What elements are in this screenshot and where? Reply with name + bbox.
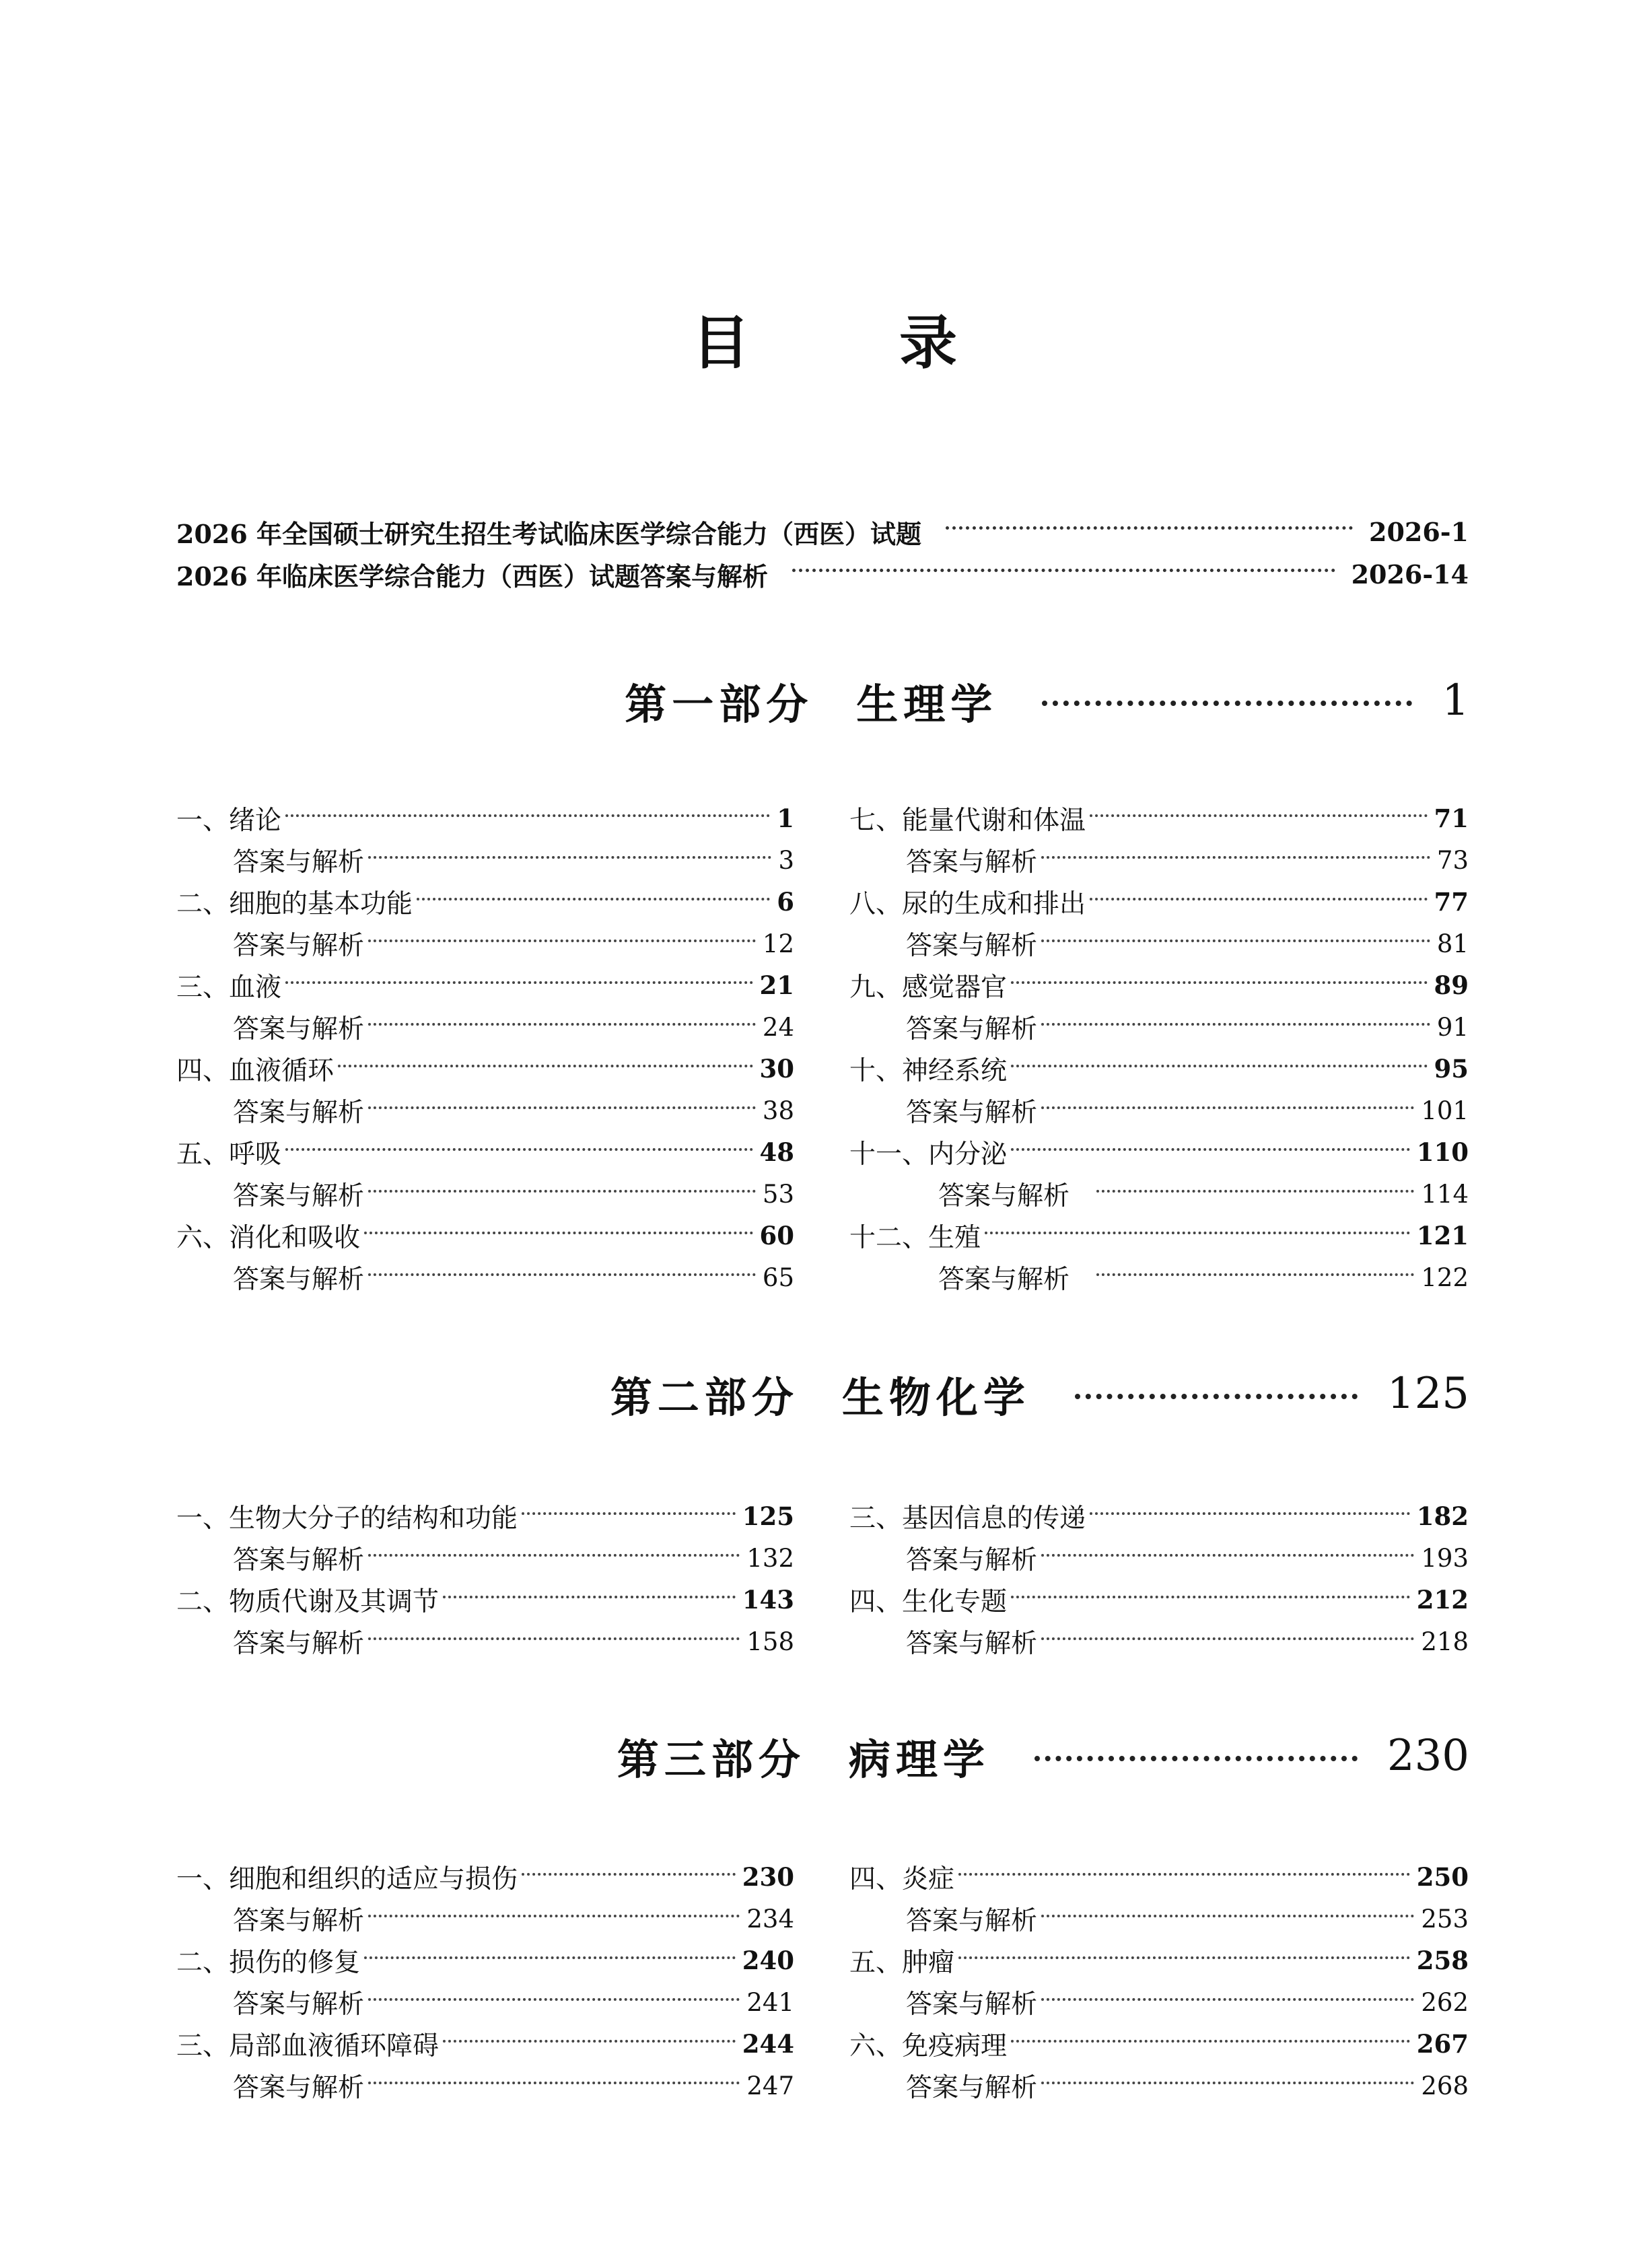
toc-entry-page: 2026-1 <box>1369 516 1469 547</box>
dot-leader <box>1011 2040 1410 2043</box>
dot-leader <box>338 1065 752 1067</box>
toc-entry-label: 2026 年临床医学综合能力（西医）试题答案与解析 <box>176 561 768 592</box>
toc-chapter-entry[interactable] <box>176 1048 794 1090</box>
toc-answer-entry[interactable] <box>176 1621 794 1662</box>
toc-chapter-entry[interactable] <box>849 1579 1469 1621</box>
dot-leader <box>1096 1273 1414 1276</box>
toc-entry-label: 答案与解析 <box>906 1906 1038 1936</box>
dot-leader <box>285 981 752 984</box>
toc-answer-entry[interactable] <box>849 1006 1469 1048</box>
section-subject: 生理学 <box>856 679 998 729</box>
dot-leader <box>1042 701 1412 706</box>
toc-entry-page: 21 <box>759 970 794 1000</box>
toc-entry-page: 91 <box>1436 1012 1469 1042</box>
toc-entry-label: 答案与解析 <box>233 1265 365 1295</box>
toc-entry-label: 答案与解析 <box>906 1989 1038 2020</box>
toc-column-right <box>849 1495 1469 1662</box>
section-page: 230 <box>1387 1731 1469 1781</box>
dot-leader <box>1041 1554 1414 1557</box>
toc-entry-label: 二、损伤的修复 <box>176 1948 361 1978</box>
toc-entry-label: 三、基因信息的传递 <box>849 1503 1086 1534</box>
toc-answer-entry[interactable] <box>176 1173 794 1215</box>
toc-column-right <box>849 1856 1469 2106</box>
dot-leader <box>285 1148 752 1151</box>
toc-entry-page: 89 <box>1434 970 1469 1000</box>
dot-leader <box>285 814 770 817</box>
toc-chapter-entry[interactable] <box>176 2023 794 2065</box>
dot-leader <box>364 1956 736 1959</box>
toc-entry-page: 71 <box>1434 804 1469 833</box>
dot-leader <box>1090 814 1427 817</box>
toc-entry-page: 122 <box>1421 1263 1469 1292</box>
toc-entry-page: 234 <box>746 1904 794 1934</box>
toc-entry-page: 253 <box>1421 1904 1469 1934</box>
toc-entry-label: 一、生物大分子的结构和功能 <box>176 1503 518 1534</box>
toc-chapter-entry[interactable] <box>176 798 794 839</box>
toc-answer-entry[interactable] <box>176 1981 794 2023</box>
toc-entry-page: 132 <box>746 1543 794 1573</box>
toc-entry-page: 81 <box>1436 929 1469 958</box>
toc-entry-page: 30 <box>759 1054 794 1084</box>
dot-leader <box>368 2082 740 2084</box>
toc-entry-label: 七、能量代谢和体温 <box>849 806 1086 836</box>
dot-leader <box>1041 940 1430 942</box>
toc-entry-label: 答案与解析 <box>906 931 1038 961</box>
toc-entry-page: 193 <box>1421 1543 1469 1573</box>
dot-leader <box>1096 1190 1414 1193</box>
toc-entry-page: 77 <box>1434 887 1469 917</box>
dot-leader <box>946 526 1353 530</box>
toc-entry-page: 114 <box>1421 1179 1469 1209</box>
toc-entry-page: 158 <box>746 1627 794 1656</box>
toc-chapter-entry[interactable] <box>176 964 794 1006</box>
toc-entry-label: 一、细胞和组织的适应与损伤 <box>176 1864 518 1894</box>
toc-chapter-entry[interactable] <box>849 1048 1469 1090</box>
toc-entry-label: 五、肿瘤 <box>849 1948 955 1978</box>
toc-entry-label: 二、物质代谢及其调节 <box>176 1587 440 1617</box>
dot-leader <box>1090 898 1427 900</box>
toc-answer-entry[interactable] <box>176 923 794 964</box>
toc-entry-page: 24 <box>762 1012 794 1042</box>
toc-answer-entry[interactable] <box>176 1090 794 1131</box>
dot-leader <box>368 1998 740 2001</box>
section-page: 125 <box>1387 1369 1469 1419</box>
page-title: 目 录 <box>692 310 1022 377</box>
toc-entry-page: 241 <box>746 1987 794 2017</box>
dot-leader <box>368 1554 740 1557</box>
section-page: 1 <box>1442 676 1469 725</box>
toc-entry-label: 答案与解析 <box>233 1989 365 2020</box>
dot-leader <box>522 1873 736 1876</box>
toc-entry-label: 十二、生殖 <box>849 1223 981 1253</box>
toc-entry-label: 答案与解析 <box>233 1906 365 1936</box>
toc-entry-page: 6 <box>777 887 794 917</box>
toc-entry-label: 答案与解析 <box>233 1181 365 1211</box>
toc-entry-page: 110 <box>1416 1137 1469 1167</box>
toc-answer-entry[interactable] <box>849 1256 1469 1298</box>
toc-entry-page: 101 <box>1421 1096 1469 1125</box>
toc-answer-entry[interactable] <box>176 2065 794 2106</box>
toc-entry-label: 答案与解析 <box>233 1014 365 1044</box>
dot-leader <box>1041 1106 1414 1109</box>
toc-entry-page: 95 <box>1434 1054 1469 1084</box>
toc-chapter-entry[interactable] <box>176 1579 794 1621</box>
toc-entry-label: 答案与解析 <box>906 847 1038 878</box>
dot-leader <box>368 1273 756 1276</box>
toc-entry-label: 六、免疫病理 <box>849 2031 1008 2061</box>
section-subject: 生物化学 <box>841 1372 1030 1422</box>
dot-leader <box>792 569 1335 572</box>
toc-answer-entry[interactable] <box>849 1898 1469 1940</box>
dot-leader <box>958 1956 1410 1959</box>
toc-entry-page: 3 <box>778 845 794 875</box>
toc-chapter-entry[interactable] <box>849 1215 1469 1256</box>
dot-leader <box>1041 1915 1414 1917</box>
toc-column-left <box>176 798 794 1298</box>
toc-entry-page: 247 <box>746 2071 794 2100</box>
toc-entry-label: 答案与解析 <box>906 2073 1038 2103</box>
section-part: 第二部分 <box>610 1372 799 1422</box>
toc-entry-label: 十一、内分泌 <box>849 1139 1008 1170</box>
toc-entry-label: 答案与解析 <box>906 1098 1038 1128</box>
toc-entry-page: 143 <box>742 1585 794 1615</box>
toc-entry-page: 267 <box>1416 2029 1469 2059</box>
dot-leader <box>1041 1637 1414 1640</box>
dot-leader <box>364 1232 752 1234</box>
toc-answer-entry[interactable] <box>849 1537 1469 1579</box>
toc-chapter-entry[interactable] <box>849 798 1469 839</box>
dot-leader <box>1041 856 1430 859</box>
toc-entry-label: 答案与解析 <box>233 2073 365 2103</box>
dot-leader <box>958 1873 1410 1876</box>
toc-entry-page: 53 <box>762 1179 794 1209</box>
toc-column-right <box>849 798 1469 1298</box>
toc-entry-label: 答案与解析 <box>233 847 365 878</box>
toc-answer-entry[interactable] <box>849 1621 1469 1662</box>
dot-leader <box>1011 1148 1410 1151</box>
toc-chapter-entry[interactable] <box>176 1940 794 1981</box>
toc-entry-page: 1 <box>777 804 794 833</box>
dot-leader <box>368 1190 756 1193</box>
section-heading-pathology[interactable] <box>0 1719 1469 1793</box>
dot-leader <box>1011 1065 1427 1067</box>
toc-chapter-entry[interactable] <box>849 881 1469 923</box>
toc-entry-label: 一、绪论 <box>176 806 282 836</box>
toc-entry-label: 答案与解析 <box>906 1014 1038 1044</box>
toc-answer-entry[interactable] <box>849 1090 1469 1131</box>
toc-answer-entry[interactable] <box>849 839 1469 881</box>
toc-entry-page: 250 <box>1416 1862 1469 1892</box>
toc-entry-label: 答案与解析 <box>938 1181 1070 1211</box>
toc-answer-entry[interactable] <box>849 1981 1469 2023</box>
toc-entry-page: 60 <box>759 1221 794 1250</box>
dot-leader <box>1075 1394 1358 1399</box>
toc-entry-label: 四、血液循环 <box>176 1056 335 1086</box>
toc-column-left <box>176 1856 794 2106</box>
toc-chapter-entry[interactable] <box>176 1215 794 1256</box>
toc-chapter-entry[interactable] <box>849 964 1469 1006</box>
toc-entry-label: 答案与解析 <box>233 931 365 961</box>
toc-chapter-entry[interactable] <box>176 881 794 923</box>
section-heading-biochemistry[interactable] <box>0 1357 1469 1431</box>
toc-entry-answers[interactable] <box>176 554 1469 594</box>
toc-entry-page: 240 <box>742 1946 794 1975</box>
dot-leader <box>368 1637 740 1640</box>
dot-leader <box>368 1023 756 1026</box>
toc-answer-entry[interactable] <box>176 1006 794 1048</box>
toc-answer-entry[interactable] <box>849 1173 1469 1215</box>
toc-entry-label: 答案与解析 <box>906 1545 1038 1575</box>
toc-entry-page: 182 <box>1416 1501 1469 1531</box>
dot-leader <box>522 1512 736 1515</box>
toc-entry-label: 答案与解析 <box>233 1545 365 1575</box>
toc-chapter-entry[interactable] <box>849 1940 1469 1981</box>
toc-answer-entry[interactable] <box>176 839 794 881</box>
dot-leader <box>443 2040 736 2043</box>
toc-answer-entry[interactable] <box>849 923 1469 964</box>
section-heading-physiology[interactable] <box>0 664 1469 738</box>
dot-leader <box>1041 1023 1430 1026</box>
toc-entry-page: 244 <box>742 2029 794 2059</box>
dot-leader <box>1011 981 1427 984</box>
toc-entry-page: 12 <box>762 929 794 958</box>
toc-entry-label: 2026 年全国硕士研究生招生考试临床医学综合能力（西医）试题 <box>176 518 921 549</box>
toc-chapter-entry[interactable] <box>849 2023 1469 2065</box>
toc-entry-page: 218 <box>1421 1627 1469 1656</box>
dot-leader <box>1090 1512 1410 1515</box>
toc-entry-label: 六、消化和吸收 <box>176 1223 361 1253</box>
toc-entry-page: 38 <box>762 1096 794 1125</box>
toc-entry-label: 八、尿的生成和排出 <box>849 889 1086 919</box>
toc-chapter-entry[interactable] <box>176 1856 794 1898</box>
toc-entry-label: 五、呼吸 <box>176 1139 282 1170</box>
toc-entry-page: 258 <box>1416 1946 1469 1975</box>
toc-entry-page: 268 <box>1421 2071 1469 2100</box>
dot-leader <box>1034 1756 1358 1761</box>
toc-chapter-entry[interactable] <box>849 1495 1469 1537</box>
toc-entry-label: 四、生化专题 <box>849 1587 1008 1617</box>
dot-leader <box>417 898 770 900</box>
toc-entry-label: 答案与解析 <box>938 1265 1070 1295</box>
toc-entry-page: 48 <box>759 1137 794 1167</box>
dot-leader <box>1041 2082 1414 2084</box>
toc-entry-label: 十、神经系统 <box>849 1056 1008 1086</box>
toc-entry-label: 九、感觉器官 <box>849 972 1008 1003</box>
toc-entry-label: 四、炎症 <box>849 1864 955 1894</box>
dot-leader <box>368 856 771 859</box>
toc-chapter-entry[interactable] <box>176 1131 794 1173</box>
toc-entry-page: 230 <box>742 1862 794 1892</box>
toc-answer-entry[interactable] <box>849 2065 1469 2106</box>
section-subject: 病理学 <box>848 1734 990 1784</box>
dot-leader <box>1011 1596 1410 1598</box>
dot-leader <box>985 1232 1410 1234</box>
toc-entry-page: 212 <box>1416 1585 1469 1615</box>
toc-entry-label: 三、局部血液循环障碍 <box>176 2031 440 2061</box>
toc-answer-entry[interactable] <box>176 1256 794 1298</box>
toc-entry-label: 答案与解析 <box>233 1098 365 1128</box>
toc-entry-label: 二、细胞的基本功能 <box>176 889 413 919</box>
toc-chapter-entry[interactable] <box>849 1856 1469 1898</box>
toc-entry-label: 三、血液 <box>176 972 282 1003</box>
toc-entry-page: 65 <box>762 1263 794 1292</box>
toc-entry-page: 121 <box>1416 1221 1469 1250</box>
toc-entry-page: 2026-14 <box>1351 559 1469 590</box>
dot-leader <box>1041 1998 1414 2001</box>
toc-column-left <box>176 1495 794 1662</box>
dot-leader <box>443 1596 736 1598</box>
toc-entry-page: 125 <box>742 1501 794 1531</box>
section-part: 第一部分 <box>625 679 814 729</box>
toc-answer-entry[interactable] <box>176 1898 794 1940</box>
toc-answer-entry[interactable] <box>176 1537 794 1579</box>
dot-leader <box>368 1106 756 1109</box>
toc-entry-exam[interactable] <box>176 511 1469 552</box>
toc-chapter-entry[interactable] <box>176 1495 794 1537</box>
toc-entry-page: 262 <box>1421 1987 1469 2017</box>
section-part: 第三部分 <box>617 1734 806 1784</box>
toc-entry-page: 73 <box>1436 845 1469 875</box>
dot-leader <box>368 1915 740 1917</box>
dot-leader <box>368 940 756 942</box>
toc-entry-label: 答案与解析 <box>233 1629 365 1659</box>
toc-chapter-entry[interactable] <box>849 1131 1469 1173</box>
toc-entry-label: 答案与解析 <box>906 1629 1038 1659</box>
